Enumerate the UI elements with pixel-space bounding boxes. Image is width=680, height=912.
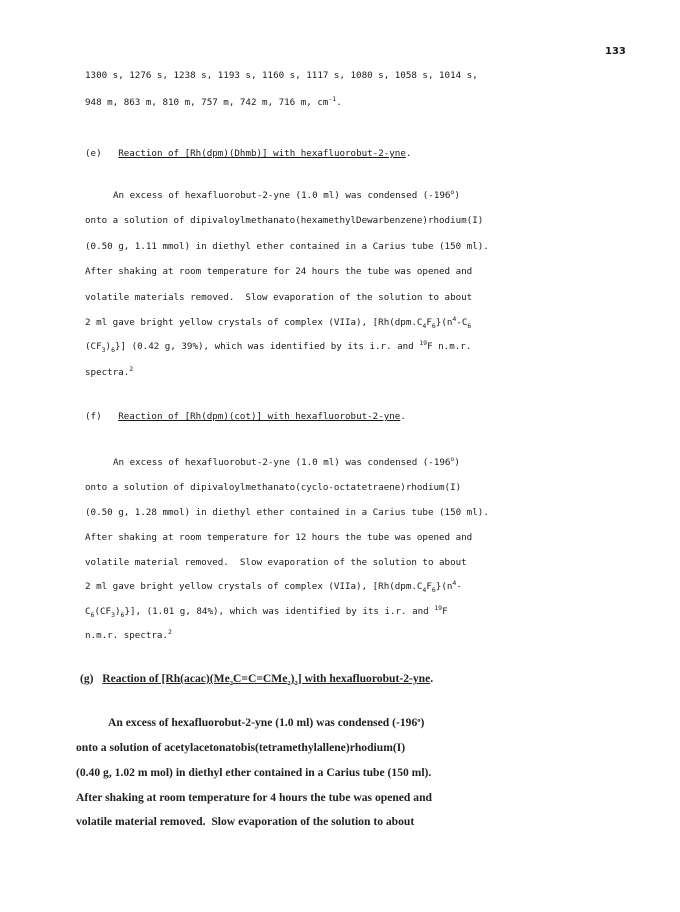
section-f-heading: (f) Reaction of [Rh(dpm)(cot)] with hexafluorobut-2-yne.	[85, 411, 406, 422]
section-g-line-5: volatile material removed. Slow evaporation of the solution to about	[76, 815, 415, 828]
section-e-line-5: volatile materials removed. Slow evaporation of the solution to about	[85, 292, 473, 303]
ir-bands-line-2: 948 m, 863 m, 810 m, 757 m, 742 m, 716 m, $cm^{-1}$.	[85, 95, 342, 108]
section-f-label: (f)	[85, 411, 102, 422]
page-number: 133	[605, 46, 626, 57]
section-f-line-2: onto a solution of dipivaloylmethanato(cyclo-octatetraene)rhodium(I)	[85, 482, 462, 493]
section-g-label: (g)	[80, 672, 94, 685]
section-f-line-8: n.m.r. spectra.$^2$	[85, 628, 172, 641]
section-g-line-2: onto a solution of acetylacetonatobis(tetramethylallene)rhodium(I)	[76, 741, 406, 754]
section-g-line-3: (0.40 g, 1.02 m mol) in diethyl ether contained in a Carius tube (150 ml).	[76, 766, 432, 779]
ir-bands-line-1: 1300 s, 1276 s, 1238 s, 1193 s, 1160 s, 1117 s, 1080 s, 1058 s, 1014 s,	[85, 70, 478, 81]
section-g-title: Reaction of $[Rh(acac)(Me_2C=C=CMe_2)_2]$ with hexafluorobut-2-yne	[102, 672, 431, 687]
section-e-heading: (e) Reaction of [Rh(dpm)(Dhmb)] with hexafluorobut-2-yne.	[85, 148, 412, 159]
section-f-line-3: (0.50 g, 1.28 mmol) in diethyl ether contained in a Carius tube (150 ml).	[85, 507, 489, 518]
section-e-line-4: After shaking at room temperature for 24 hours the tube was opened and	[85, 266, 473, 277]
section-f-line-5: volatile material removed. Slow evaporation of the solution to about	[85, 557, 467, 568]
section-e-line-1: An excess of hexafluorobut-2-yne (1.0 ml) was condensed (-196$^o$)	[113, 188, 460, 201]
section-e-line-2: onto a solution of dipivaloylmethanato(hexamethylDewarbenzene)rhodium(I)	[85, 215, 484, 226]
section-g-line-4: After shaking at room temperature for 4 hours the tube was opened and	[76, 791, 432, 804]
section-e-line-3: (0.50 g, 1.11 mmol) in diethyl ether contained in a Carius tube (150 ml).	[85, 241, 489, 252]
section-e-line-6: 2 ml gave bright yellow crystals of complex (VIIa), [$Rh(dpm.C_4F_6\}(n^4-C_6$	[85, 315, 472, 330]
section-e-label: (e)	[85, 148, 102, 159]
section-g-heading: (g) Reaction of $[Rh(acac)(Me_2C=C=CMe_2)_2]$ with hexafluorobut-2-yne.	[80, 672, 434, 687]
section-f-title: Reaction of [Rh(dpm)(cot)] with hexafluorobut-2-yne	[118, 411, 401, 422]
section-f-line-7: $C_6(CF_3)_6$}], (1.01 g, 84%), which was identified by its i.r. and $^{19}$F	[85, 604, 448, 619]
section-f-line-6: 2 ml gave bright yellow crystals of complex (VIIa), [$Rh(dpm.C_4F_6\}(n^4-$	[85, 579, 462, 594]
section-e-line-8: spectra.$^2$	[85, 365, 134, 378]
section-f-line-4: After shaking at room temperature for 12 hours the tube was opened and	[85, 532, 473, 543]
section-g-line-1: An excess of hexafluorobut-2-yne (1.0 ml) was condensed (-196$^o$)	[108, 716, 425, 729]
section-f-line-1: An excess of hexafluorobut-2-yne (1.0 ml) was condensed (-196$^o$)	[113, 455, 460, 468]
section-e-title: Reaction of [Rh(dpm)(Dhmb)] with hexafluorobut-2-yne	[118, 148, 406, 159]
section-e-line-7: $(CF_3)_6$}] (0.42 g, 39%), which was identified by its i.r. and $^{19}$F n.m.r.	[85, 339, 472, 354]
